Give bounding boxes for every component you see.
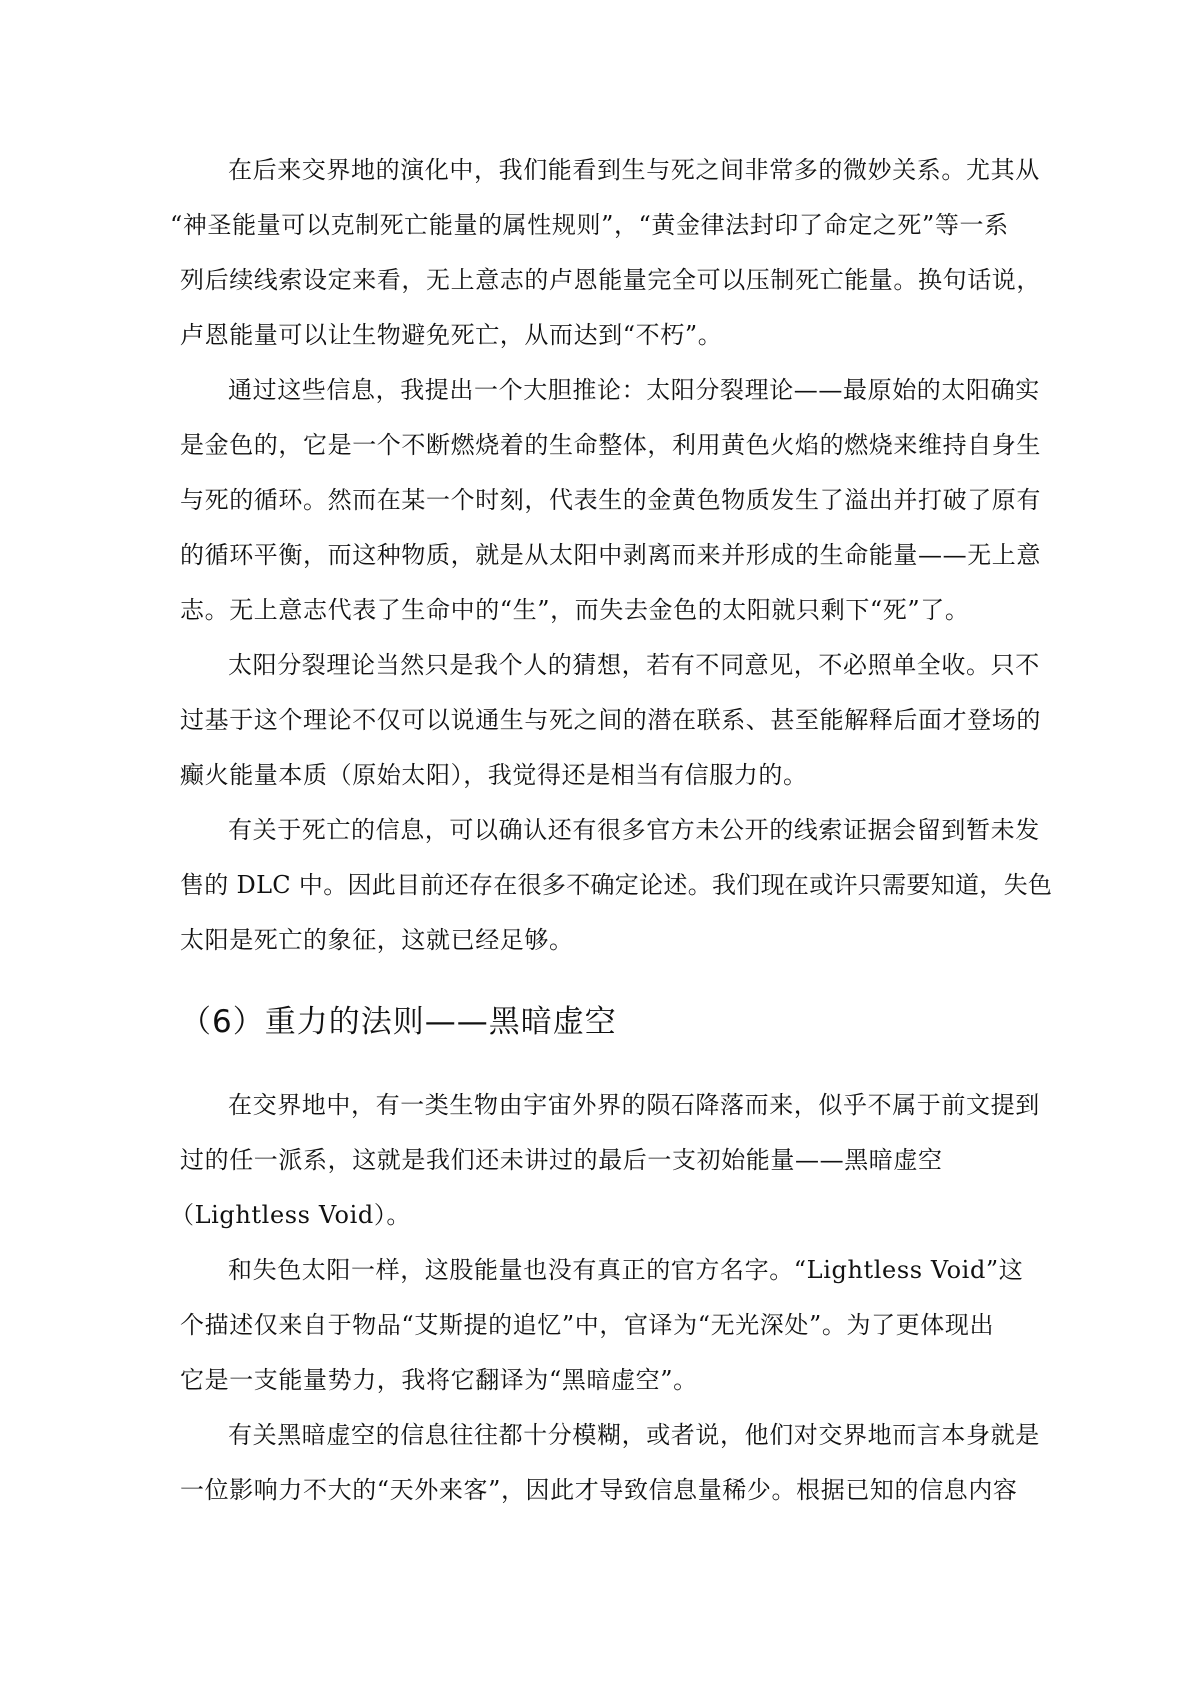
text-line: 太阳是死亡的象征，这就已经足够。 — [180, 926, 574, 954]
text-line: 有关于死亡的信息，可以确认还有很多官方未公开的线索证据会留到暂未发 — [228, 816, 1040, 844]
text-line: 志。无上意志代表了生命中的“生”，而失去金色的太阳就只剩下“死”了。 — [180, 596, 970, 624]
text-line: 的循环平衡，而这种物质，就是从太阳中剥离而来并形成的生命能量——无上意 — [180, 541, 1041, 569]
text-line: 和失色太阳一样，这股能量也没有真正的官方名字。“Lightless Void”这 — [228, 1256, 1024, 1284]
text-line: （Lightless Void）。 — [170, 1201, 412, 1229]
text-line: 售的 DLC 中。因此目前还存在很多不确定论述。我们现在或许只需要知道，失色 — [180, 871, 1053, 899]
text-line: 是金色的，它是一个不断燃烧着的生命整体，利用黄色火焰的燃烧来维持自身生 — [180, 431, 1041, 459]
text-line: 过基于这个理论不仅可以说通生与死之间的潜在联系、甚至能解释后面才登场的 — [180, 706, 1041, 734]
text-line: 列后续线索设定来看，无上意志的卢恩能量完全可以压制死亡能量。换句话说， — [180, 266, 1041, 294]
text-line: 卢恩能量可以让生物避免死亡，从而达到“不朽”。 — [180, 321, 723, 349]
text-line: 太阳分裂理论当然只是我个人的猜想，若有不同意见，不必照单全收。只不 — [228, 651, 1040, 679]
text-line: 它是一支能量势力，我将它翻译为“黑暗虚空”。 — [180, 1366, 698, 1394]
text-line: 个描述仅来自于物品“艾斯提的追忆”中，官译为“无光深处”。为了更体现出 — [180, 1311, 995, 1339]
text-line: 有关黑暗虚空的信息往往都十分模糊，或者说，他们对交界地而言本身就是 — [228, 1421, 1040, 1449]
text-line: “神圣能量可以克制死亡能量的属性规则”，“黄金律法封印了命定之死”等一系 — [170, 211, 1009, 239]
text-line: 癫火能量本质（原始太阳），我觉得还是相当有信服力的。 — [180, 761, 808, 789]
text-line: 一位影响力不大的“天外来客”，因此才导致信息量稀少。根据已知的信息内容 — [180, 1476, 1018, 1504]
text-line: 与死的循环。然而在某一个时刻，代表生的金黄色物质发生了溢出并打破了原有 — [180, 486, 1041, 514]
text-line: 在后来交界地的演化中，我们能看到生与死之间非常多的微妙关系。尤其从 — [228, 156, 1040, 184]
section-heading: （6）重力的法则——黑暗虚空 — [180, 1004, 617, 1040]
text-line: 在交界地中，有一类生物由宇宙外界的陨石降落而来，似乎不属于前文提到 — [228, 1091, 1040, 1119]
text-line: 过的任一派系，这就是我们还未讲过的最后一支初始能量——黑暗虚空 — [180, 1146, 943, 1174]
text-line: 通过这些信息，我提出一个大胆推论：太阳分裂理论——最原始的太阳确实 — [228, 376, 1040, 404]
